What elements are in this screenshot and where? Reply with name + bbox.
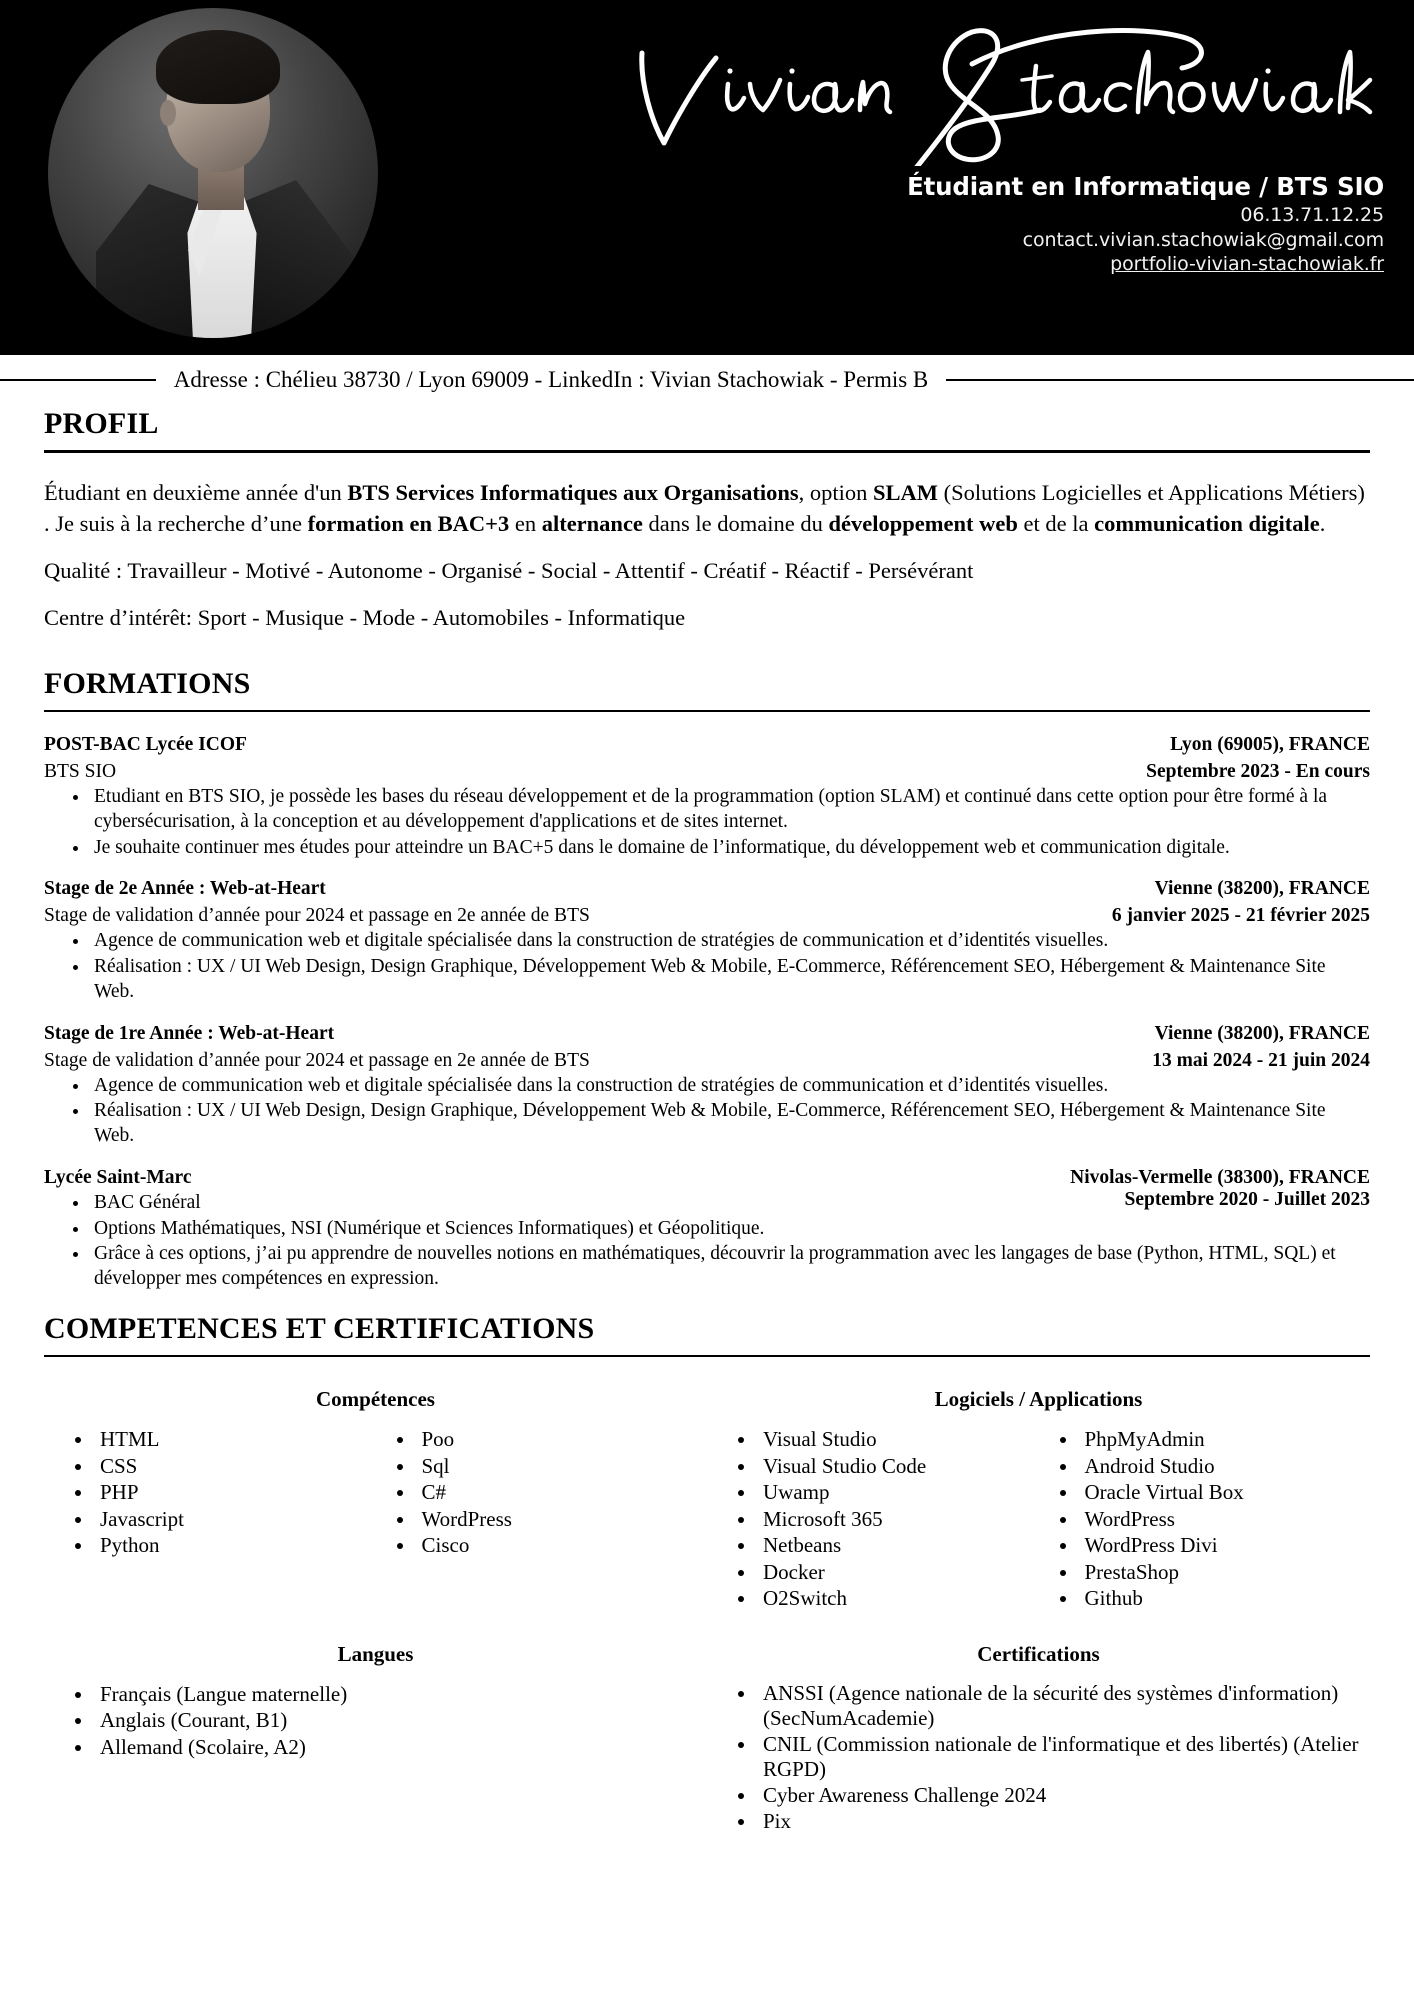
logiciels-col-right — [1039, 1426, 1361, 1611]
certifications-col — [717, 1681, 1360, 1835]
list-item: • Uwamp — [757, 1479, 1039, 1505]
profil-t6: et de la — [1017, 510, 1095, 536]
formation-entry — [44, 734, 1370, 860]
formation-header-row — [44, 1167, 1370, 1189]
formation-bullet: • Options Mathématiques, NSI (Numérique et Sciences Informatiques) et Géopolitique. — [90, 1217, 1370, 1242]
formation-bullet: • Agence de communication web et digitale spécialisée dans la construction de stratégies de communication et d’identités visuelles. — [90, 1074, 1370, 1099]
profil-b6: communication digitale — [1094, 510, 1320, 536]
formation-sub-row — [44, 761, 1370, 783]
formation-subtitle: BTS SIO — [44, 761, 117, 783]
logiciels-list — [757, 1426, 1039, 1611]
list-item: • CNIL (Commission nationale de l'informatique et des libertés) (Atelier RGPD) — [757, 1732, 1360, 1783]
list-item: • Anglais (Courant, B1) — [94, 1707, 697, 1733]
competences-columns — [54, 1426, 697, 1558]
langues-col — [54, 1681, 697, 1760]
profil-b1: BTS Services Informatiques aux Organisations — [347, 479, 799, 505]
address-rule-right — [946, 379, 1414, 381]
list-item: • Cisco — [416, 1532, 698, 1558]
formation-place: Nivolas-Vermelle (38300), FRANCE — [1070, 1166, 1370, 1188]
formation-bullets — [90, 785, 1370, 860]
profil-body — [44, 477, 1370, 633]
list-item: • Visual Studio Code — [757, 1453, 1039, 1479]
profile-photo — [48, 8, 378, 353]
logiciels-heading: Logiciels / Applications — [934, 1387, 1143, 1412]
formation-date: 6 janvier 2025 - 21 février 2025 — [1111, 905, 1370, 927]
profil-b3: formation en BAC+3 — [307, 510, 510, 536]
logiciels-col-left — [717, 1426, 1039, 1611]
formation-bullet: • Agence de communication web et digitale spécialisée dans la construction de stratégies de communication et d’identités visuelles. — [90, 929, 1370, 954]
list-item: • WordPress — [416, 1506, 698, 1532]
list-item: • Python — [94, 1532, 376, 1558]
competences-grid — [44, 1387, 1370, 1834]
formation-title: Stage de 1re Année : Web-at-Heart — [44, 1022, 335, 1044]
list-item: • CSS — [94, 1453, 376, 1479]
competences-block — [44, 1387, 707, 1611]
list-item: • Allemand (Scolaire, A2) — [94, 1734, 697, 1760]
certifications-list — [757, 1681, 1360, 1835]
contact-website-link[interactable]: portfolio-vivian-stachowiak.fr — [1110, 253, 1384, 275]
profil-t7: . — [1319, 510, 1326, 536]
competences-col-left — [54, 1426, 376, 1558]
cv-content — [0, 403, 1414, 1834]
logiciels-block — [707, 1387, 1370, 1611]
formation-sub-row — [44, 905, 1370, 927]
list-item: • Sql — [416, 1453, 698, 1479]
formation-header-row — [44, 1023, 1370, 1045]
profil-t3: (Solutions Logicielles et Applications Métiers) . Je suis à la recherche d’une — [44, 479, 1365, 536]
formation-entry — [44, 1167, 1370, 1292]
profil-qualites: Qualité : Travailleur - Motivé - Autonome - Organisé - Social - Attentif - Créatif - Réactif - Persévérant — [44, 557, 974, 583]
list-item: • Javascript — [94, 1506, 376, 1532]
formation-bullets — [90, 1074, 1370, 1149]
formation-title: Lycée Saint-Marc — [44, 1166, 192, 1188]
list-item: • Visual Studio — [757, 1426, 1039, 1452]
formation-date: Septembre 2020 - Juillet 2023 — [1124, 1188, 1370, 1210]
competences-heading: Compétences — [316, 1387, 435, 1412]
list-item: • Microsoft 365 — [757, 1506, 1039, 1532]
formation-date: 13 mai 2024 - 21 juin 2024 — [1152, 1049, 1370, 1071]
list-item: • Poo — [416, 1426, 698, 1452]
formation-bullets — [90, 929, 1370, 1004]
profil-t4: en — [509, 510, 542, 536]
certifications-heading: Certifications — [977, 1641, 1100, 1666]
formation-place: Vienne (38200), FRANCE — [1154, 1022, 1370, 1044]
contact-phone: 06.13.71.12.25 — [1240, 204, 1384, 226]
competences-col-right — [376, 1426, 698, 1558]
formation-bullet: • Réalisation : UX / UI Web Design, Design Graphique, Développement Web & Mobile, E-Commerce, Référencement SEO, Hébergement & Maintenance Site Web. — [90, 955, 1370, 1005]
profil-t1: Étudiant en deuxième année d'un — [44, 479, 348, 505]
formation-header-row — [44, 734, 1370, 756]
formation-bullet: • Je souhaite continuer mes études pour atteindre un BAC+5 dans le domaine de l’informatique, du développement web et communication digitale. — [90, 836, 1370, 861]
formation-bullet: • Grâce à ces options, j’ai pu apprendre de nouvelles notions en mathématiques, découvrir la programmation avec les langages de base (Python, HTML, SQL) et développer mes compétences en expression. — [90, 1242, 1370, 1292]
formations-list — [44, 734, 1370, 1292]
header-role: Étudiant en Informatique / BTS SIO — [907, 172, 1384, 201]
profil-b5: développement web — [828, 510, 1018, 536]
section-rule-formations — [44, 710, 1370, 713]
list-item: • WordPress Divi — [1079, 1532, 1361, 1558]
signature-logo — [620, 18, 1390, 166]
list-item: • Cyber Awareness Challenge 2024 — [757, 1783, 1360, 1809]
competences-list — [94, 1426, 376, 1558]
profil-t2: , option — [798, 479, 874, 505]
contact-email[interactable]: contact.vivian.stachowiak@gmail.com — [1022, 229, 1384, 251]
formation-title: POST-BAC Lycée ICOF — [44, 734, 247, 756]
list-item: • PHP — [94, 1479, 376, 1505]
photo-ear — [160, 100, 176, 126]
formation-entry — [44, 1023, 1370, 1149]
formation-place: Lyon (69005), FRANCE — [1170, 734, 1370, 756]
certifications-columns — [717, 1681, 1360, 1835]
profil-b2: SLAM — [873, 479, 939, 505]
section-rule-competences — [44, 1355, 1370, 1358]
logiciels-columns — [717, 1426, 1360, 1611]
section-title-formations: FORMATIONS — [44, 666, 251, 700]
address-bar — [0, 357, 1414, 403]
list-item: • Français (Langue maternelle) — [94, 1681, 697, 1707]
certifications-block — [707, 1642, 1370, 1835]
address-rule-left — [0, 379, 156, 381]
section-rule-profil — [44, 450, 1370, 453]
profil-t5: dans le domaine du — [642, 510, 829, 536]
formation-title: Stage de 2e Année : Web-at-Heart — [44, 878, 326, 900]
list-item: • PrestaShop — [1079, 1559, 1361, 1585]
list-item: • HTML — [94, 1426, 376, 1452]
profil-paragraph — [44, 477, 1370, 539]
formation-header-row — [44, 878, 1370, 900]
formation-bullet: • Réalisation : UX / UI Web Design, Design Graphique, Développement Web & Mobile, E-Commerce, Référencement SEO, Hébergement & Maintenance Site Web. — [90, 1099, 1370, 1149]
formation-sub-row — [44, 1050, 1370, 1072]
formation-place: Vienne (38200), FRANCE — [1154, 878, 1370, 900]
formation-date: Septembre 2023 - En cours — [1146, 761, 1370, 783]
list-item: • Oracle Virtual Box — [1079, 1479, 1361, 1505]
formation-subtitle: Stage de validation d’année pour 2024 et passage en 2e année de BTS — [44, 1049, 590, 1071]
list-item: • Android Studio — [1079, 1453, 1361, 1479]
list-item: • C# — [416, 1479, 698, 1505]
section-title-competences: COMPETENCES ET CERTIFICATIONS — [44, 1311, 595, 1345]
formation-bullet: • BAC Général — [90, 1191, 1370, 1216]
cv-header — [0, 0, 1414, 355]
formation-subtitle: Stage de validation d’année pour 2024 et passage en 2e année de BTS — [44, 905, 590, 927]
list-item: • PhpMyAdmin — [1079, 1426, 1361, 1452]
address-text: Adresse : Chélieu 38730 / Lyon 69009 - LinkedIn : Vivian Stachowiak - Permis B — [173, 367, 929, 392]
logiciels-list — [1079, 1426, 1361, 1611]
list-item: • Github — [1079, 1585, 1361, 1611]
langues-block — [44, 1642, 707, 1835]
profil-b4: alternance — [541, 510, 643, 536]
langues-heading: Langues — [337, 1641, 414, 1666]
competences-list — [416, 1426, 698, 1558]
langues-list — [94, 1681, 697, 1760]
langues-columns — [54, 1681, 697, 1760]
photo-hair — [156, 30, 280, 104]
formation-bullet: • Etudiant en BTS SIO, je possède les bases du réseau développement et de la programmation (option SLAM) et continué dans cette option pour être formé à la cybersécurisation, à la conception et au développement d'applications et de sites internet. — [90, 785, 1370, 835]
section-title-profil: PROFIL — [44, 407, 159, 440]
competences-row-bottom — [44, 1642, 1370, 1835]
profil-interets: Centre d’intérêt: Sport - Musique - Mode - Automobiles - Informatique — [44, 604, 686, 630]
list-item: • WordPress — [1079, 1506, 1361, 1532]
list-item: • Docker — [757, 1559, 1039, 1585]
list-item: • Pix — [757, 1809, 1360, 1835]
list-item: • Netbeans — [757, 1532, 1039, 1558]
list-item: • O2Switch — [757, 1585, 1039, 1611]
list-item: • ANSSI (Agence nationale de la sécurité des systèmes d'information)(SecNumAcademie) — [757, 1681, 1360, 1732]
competences-row-top — [44, 1387, 1370, 1611]
formation-entry — [44, 878, 1370, 1004]
photo-circle-frame — [48, 8, 378, 338]
